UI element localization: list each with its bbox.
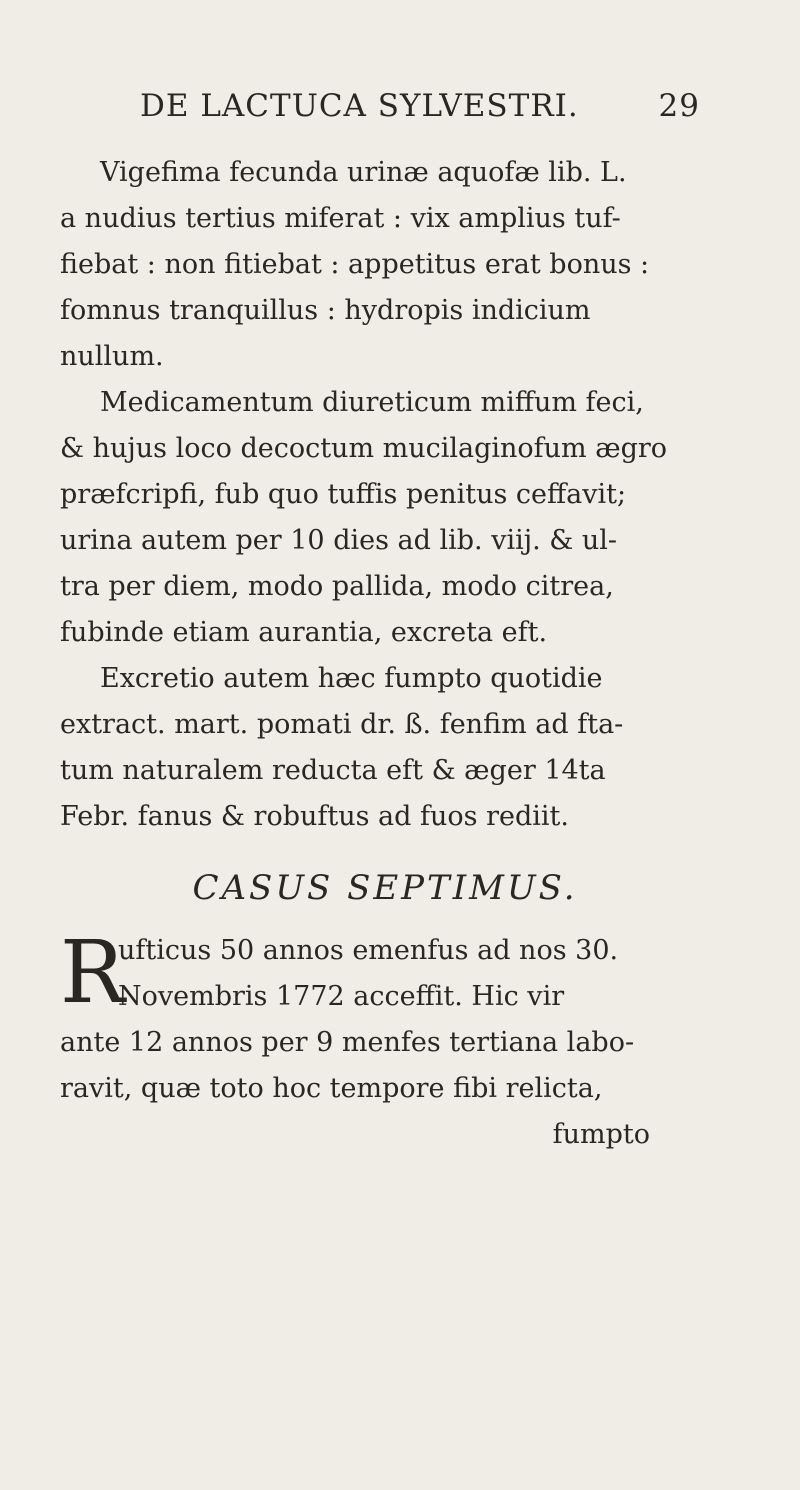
body-text <box>60 150 710 1158</box>
drop-cap: R <box>60 923 125 1023</box>
text-line: tum naturalem reducta eft & æger 14ta <box>60 755 606 786</box>
text-line: ravit, quæ toto hoc tempore fibi relicta, <box>60 1073 603 1104</box>
text-line: tra per diem, modo pallida, modo citrea, <box>60 571 614 602</box>
casus-paragraph <box>60 923 710 1158</box>
running-head <box>140 88 700 148</box>
text-line: urina autem per 10 dies ad lib. viij. & ul- <box>60 525 618 556</box>
text-line: Excretio autem hæc fumpto quotidie <box>100 663 603 694</box>
section-heading: CASUS SEPTIMUS. <box>192 868 578 908</box>
text-line: Medicamentum diureticum miffum feci, <box>100 387 644 418</box>
text-line: Vigefima fecunda urinæ aquofæ lib. L. <box>100 157 627 188</box>
paragraph-2 <box>60 380 710 656</box>
text-line: fomnus tranquillus : hydropis indicium <box>60 295 591 326</box>
text-line: extract. mart. pomati dr. ß. fenfim ad fta- <box>60 709 624 740</box>
text-line: ufticus 50 annos emenfus ad nos 30. <box>118 935 619 966</box>
page-number: 29 <box>658 88 700 124</box>
text-line: Febr. fanus & robuftus ad fuos rediit. <box>60 801 569 832</box>
text-line: fubinde etiam aurantia, excreta eft. <box>60 617 548 648</box>
text-line: & hujus loco decoctum mucilaginofum ægro <box>60 433 668 464</box>
paragraph-3 <box>60 656 710 840</box>
text-line: nullum. <box>60 341 164 372</box>
text-line: ante 12 annos per 9 menfes tertiana labo- <box>60 1027 635 1058</box>
text-line: Novembris 1772 acceffit. Hic vir <box>118 981 565 1012</box>
catchword: fumpto <box>552 1119 650 1150</box>
text-line: fiebat : non fitiebat : appetitus erat bonus : <box>60 249 650 280</box>
text-line: præfcripfi, fub quo tuffis penitus ceffavit; <box>60 479 627 510</box>
text-line: a nudius tertius miferat : vix amplius tuf- <box>60 203 621 234</box>
running-head-title: DE LACTUCA SYLVESTRI. <box>140 88 579 124</box>
paragraph-1 <box>60 150 710 380</box>
